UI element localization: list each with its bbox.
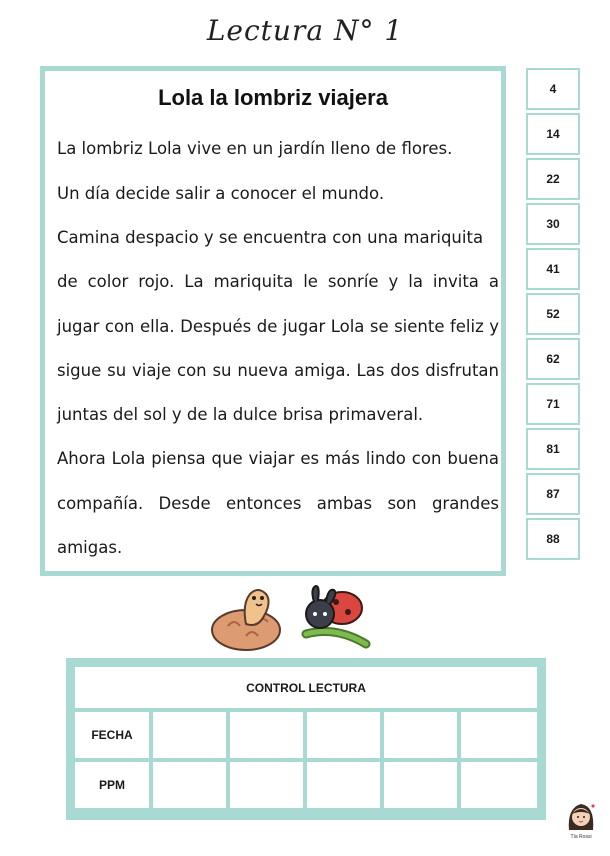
word-count-cell: 30 bbox=[526, 203, 580, 245]
story-title: Lola la lombriz viajera bbox=[158, 85, 388, 110]
brand-label: Tía Rossi bbox=[570, 834, 592, 840]
ppm-cell[interactable] bbox=[307, 762, 380, 808]
story-line: juntas del sol y de la dulce brisa primaveral. bbox=[57, 405, 424, 424]
story-line: La lombriz Lola vive en un jardín lleno de flores. bbox=[57, 139, 453, 158]
ppm-cell[interactable] bbox=[230, 762, 303, 808]
story-line: Camina despacio y se encuentra con una mariquita bbox=[57, 228, 484, 247]
word-count-cell: 81 bbox=[526, 428, 580, 470]
word-count-cell: 88 bbox=[526, 518, 580, 560]
story-line: amigas. bbox=[57, 538, 123, 557]
row-label-fecha: FECHA bbox=[75, 712, 149, 758]
ppm-cell[interactable] bbox=[461, 762, 537, 808]
fecha-cell[interactable] bbox=[153, 712, 226, 758]
fecha-cell[interactable] bbox=[461, 712, 537, 758]
ppm-cell[interactable] bbox=[384, 762, 457, 808]
story-line: Un día decide salir a conocer el mundo. bbox=[57, 184, 385, 203]
word-count-cell: 87 bbox=[526, 473, 580, 515]
story-line: jugar con ella. Después de jugar Lola se siente feliz y bbox=[57, 317, 499, 336]
ladybug-icon bbox=[306, 586, 366, 644]
fecha-cell[interactable] bbox=[230, 712, 303, 758]
row-label-ppm: PPM bbox=[75, 762, 149, 808]
word-count-cell: 4 bbox=[526, 68, 580, 110]
story-illustration bbox=[206, 582, 378, 654]
story-line: sigue su viaje con su nueva amiga. Las dos disfrutan bbox=[57, 361, 499, 380]
word-count-cell: 22 bbox=[526, 158, 580, 200]
story-box bbox=[40, 66, 506, 576]
fecha-cell[interactable] bbox=[384, 712, 457, 758]
fecha-cell[interactable] bbox=[307, 712, 380, 758]
story-line: compañía. Desde entonces ambas son grandes bbox=[57, 494, 499, 513]
word-count-cell: 71 bbox=[526, 383, 580, 425]
story-line: de color rojo. La mariquita le sonríe y la invita a bbox=[57, 272, 499, 291]
ppm-cell[interactable] bbox=[153, 762, 226, 808]
word-count-cell: 62 bbox=[526, 338, 580, 380]
story-line: Ahora Lola piensa que viajar es más lindo con buena bbox=[57, 449, 499, 468]
control-table bbox=[66, 658, 546, 820]
worm-icon bbox=[212, 590, 280, 650]
word-count-cell: 41 bbox=[526, 248, 580, 290]
word-count-cell: 52 bbox=[526, 293, 580, 335]
control-table-title: CONTROL LECTURA bbox=[75, 667, 537, 708]
word-count-cell: 14 bbox=[526, 113, 580, 155]
page-title: Lectura N° 1 bbox=[206, 14, 404, 47]
